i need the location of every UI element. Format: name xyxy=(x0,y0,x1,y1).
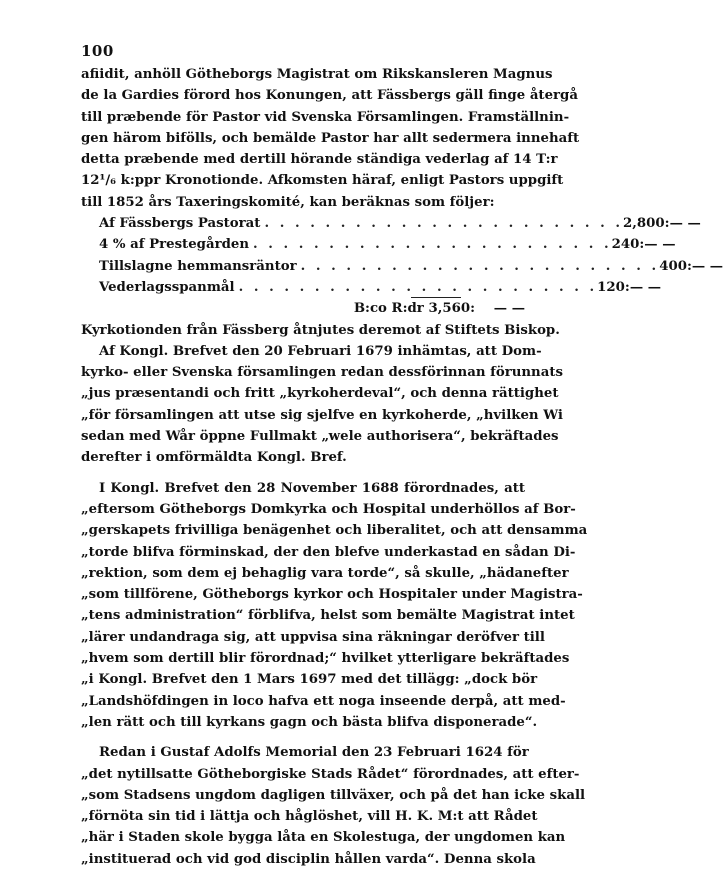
text-line: „len rätt och till kyrkans gagn och bästa blifva disponerade“. xyxy=(81,714,538,730)
paragraph-1 xyxy=(81,64,580,213)
leader-dots xyxy=(235,277,598,298)
text-line: derefter i omförmäldta Kongl. Bref. xyxy=(81,450,347,466)
table-row xyxy=(81,256,723,277)
text-line: „för församlingen att utse sig sjelfve en kyrkoherde, „hvilken Wi xyxy=(81,407,563,423)
leader-dots xyxy=(297,256,660,277)
row-dash: — — xyxy=(629,279,662,295)
paragraph-gap xyxy=(81,469,525,478)
row-dash: — — xyxy=(669,216,701,232)
leader-dots xyxy=(260,213,623,234)
table-total-row xyxy=(81,298,525,319)
text-line: „Landshöfdingen in loco hafva ett noga inseende derpå, att med- xyxy=(81,693,566,709)
text-line: „gerskapets frivilliga benägenhet och liberalitet, och att densamma xyxy=(81,523,588,539)
text-line: „jus præsentandi och fritt „kyrkoherdeval“, och denna rättighet xyxy=(81,386,559,402)
row-amount: 120: xyxy=(597,279,630,295)
text-line: „det nytillsatte Götheborgiske Stads Rådet“ förordnades, att efter- xyxy=(81,766,580,782)
text-line: „instituerad och vid god disciplin hållen varda“. Denna skola xyxy=(81,851,536,867)
table-row xyxy=(81,277,662,298)
paragraph-gap xyxy=(81,733,525,742)
text-line: afiidit, anhöll Götheborgs Magistrat om Rikskansleren Magnus xyxy=(81,67,553,82)
row-label: Tillslagne hemmansräntor xyxy=(99,258,297,274)
text-line: „rektion, som dem ej behaglig vara torde“, så skulle, „hädanefter xyxy=(81,565,569,581)
text-line: Kyrkotionden från Fässberg åtnjutes deremot af Stiftets Biskop. xyxy=(81,322,560,338)
row-label: 4 % af Prestegården xyxy=(99,237,250,253)
text-line: „tens administration“ förblifva, helst som bemälte Magistrat intet xyxy=(81,608,575,624)
text-line: „förnöta sin tid i lättja och håglöshet, vill H. K. M:t att Rådet xyxy=(81,809,538,825)
page-body xyxy=(81,64,723,870)
total-amount: B:co R:dr 3,560: xyxy=(353,301,475,317)
total-dash: — — xyxy=(493,301,525,317)
text-line: „eftersom Götheborgs Domkyrka och Hospital underhöllos af Bor- xyxy=(81,501,576,517)
row-dash: — — xyxy=(644,237,676,253)
text-line: detta præbende med dertill hörande ständiga vederlag af 14 T:r xyxy=(81,152,558,168)
row-label: Af Fässbergs Pastorat xyxy=(99,216,261,232)
text-line: till 1852 års Taxeringskomité, kan beräknas som följer: xyxy=(81,194,495,210)
row-amount: 400: xyxy=(659,258,692,274)
row-dash: — — xyxy=(691,258,723,274)
paragraph-3 xyxy=(81,341,563,469)
text-line: „i Kongl. Brefvet den 1 Mars 1697 med det tillägg: „dock bör xyxy=(81,672,538,688)
text-line: „torde blifva förminskad, der den blefve underkastad en sådan Di- xyxy=(81,544,576,560)
text-line: I Kongl. Brefvet den 28 November 1688 förordnades, att xyxy=(99,480,525,496)
text-line: „som tillförene, Götheborgs kyrkor och Hospitaler under Magistra- xyxy=(81,587,583,603)
paragraph-5 xyxy=(81,742,586,870)
text-line: kyrko- eller Svenska församlingen redan dessförinnan förunnats xyxy=(81,365,563,381)
text-line: gen härom bifölls, och bemälde Pastor har allt sedermera innehaft xyxy=(81,130,580,146)
text-line: „hvem som dertill blir förordnad;“ hvilket ytterligare bekräftades xyxy=(81,651,570,667)
paragraph-4 xyxy=(81,478,588,734)
text-line: 12¹/₆ k:ppr Kronotionde. Afkomsten häraf, enligt Pastors uppgift xyxy=(81,173,564,189)
text-line: sedan med Wår öppne Fullmakt „wele authorisera“, bekräftades xyxy=(81,429,559,445)
text-line: till præbende för Pastor vid Svenska Församlingen. Framställnin- xyxy=(81,109,570,125)
paragraph-2 xyxy=(81,320,560,341)
text-line: „här i Staden skole bygga låta en Skolestuga, der ungdomen kan xyxy=(81,830,566,846)
income-table xyxy=(81,213,723,319)
leader-dots xyxy=(249,234,612,255)
row-amount: 2,800: xyxy=(623,216,670,232)
text-line: Af Kongl. Brefvet den 20 Februari 1679 inhämtas, att Dom- xyxy=(99,343,542,359)
row-label: Vederlagsspanmål xyxy=(99,279,235,295)
page-number: 100 xyxy=(81,42,114,60)
text-line: Redan i Gustaf Adolfs Memorial den 23 Februari 1624 för xyxy=(99,745,529,761)
text-line: „lärer undandraga sig, att uppvisa sina räkningar deröfver till xyxy=(81,629,545,645)
table-row xyxy=(81,213,701,234)
text-line: de la Gardies förord hos Konungen, att Fässbergs gäll finge återgå xyxy=(81,88,578,104)
table-row xyxy=(81,234,676,255)
text-line: „som Stadsens ungdom dagligen tillväxer, och på det han icke skall xyxy=(81,787,586,803)
row-amount: 240: xyxy=(611,237,645,253)
